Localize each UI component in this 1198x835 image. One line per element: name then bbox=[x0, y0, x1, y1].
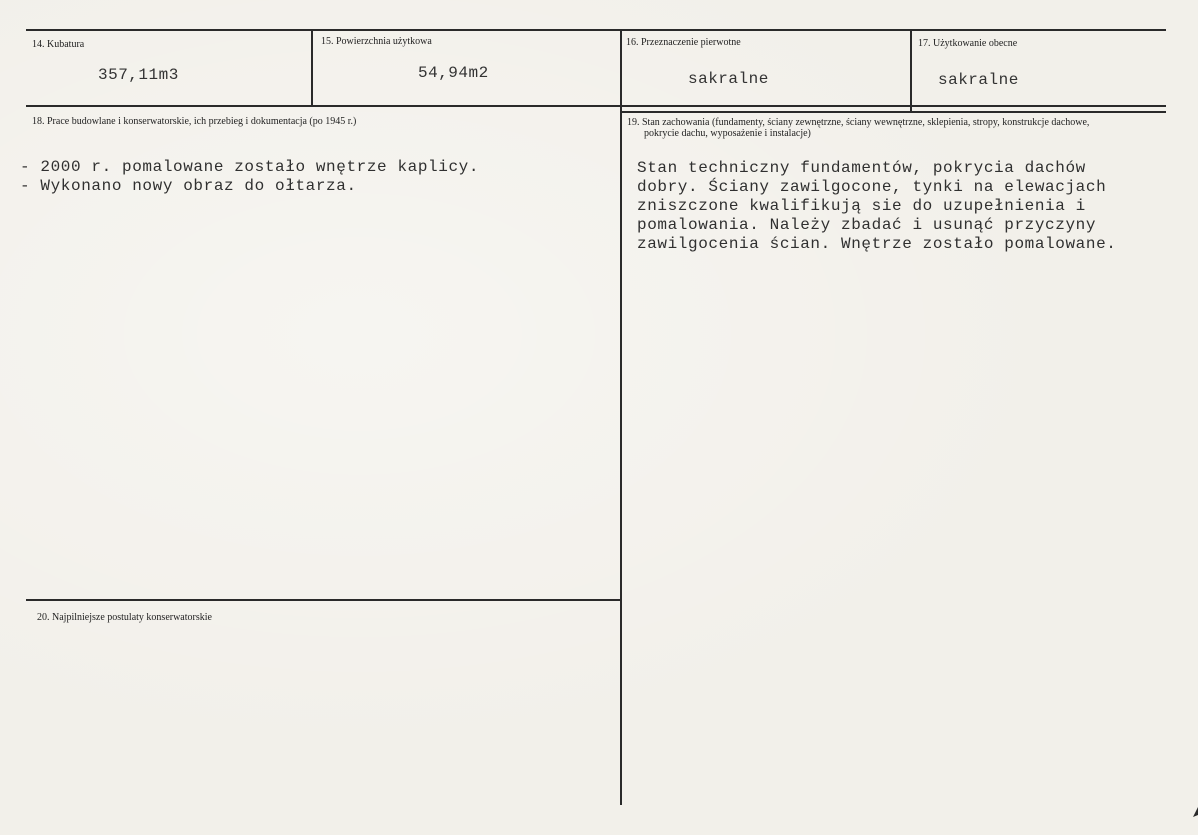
field-16-label: 16. Przeznaczenie pierwotne bbox=[626, 37, 741, 48]
field-19-label-line1: 19. Stan zachowania (fundamenty, ściany zewnętrzne, ściany wewnętrzne, sklepienia, stropy, konstrukcje dachowe, bbox=[627, 117, 1090, 128]
field-14-value: 357,11m3 bbox=[98, 66, 179, 84]
row1-bottom-border bbox=[26, 105, 1166, 107]
field-18-line: - 2000 r. pomalowane zostało wnętrze kaplicy. bbox=[20, 158, 480, 176]
field-19-line: zniszczone kwalifikują sie do uzupełnienia i bbox=[637, 197, 1086, 215]
field-15-label: 15. Powierzchnia użytkowa bbox=[321, 36, 432, 47]
field-19-text bbox=[637, 159, 1116, 254]
divider-15-16 bbox=[620, 29, 622, 805]
divider-16-17 bbox=[910, 29, 912, 111]
divider-14-15 bbox=[311, 29, 313, 107]
row1-bottom-border-right bbox=[620, 111, 1166, 113]
top-border bbox=[26, 29, 1166, 31]
field-17-label: 17. Użytkowanie obecne bbox=[918, 38, 1018, 49]
section-20-top-border bbox=[26, 599, 622, 601]
field-18-label: 18. Prace budowlane i konserwatorskie, ich przebieg i dokumentacja (po 1945 r.) bbox=[32, 116, 357, 127]
field-20-label: 20. Najpilniejsze postulaty konserwatorskie bbox=[37, 612, 212, 623]
field-18-text bbox=[20, 158, 479, 196]
field-19-line: Stan techniczny fundamentów, pokrycia dachów bbox=[637, 159, 1086, 177]
corner-mark-icon bbox=[1192, 807, 1198, 821]
field-18-line: - Wykonano nowy obraz do ołtarza. bbox=[20, 177, 357, 195]
field-17-value: sakralne bbox=[938, 71, 1019, 89]
field-19-line: dobry. Ściany zawilgocone, tynki na elewacjach bbox=[637, 178, 1107, 196]
field-15-value: 54,94m2 bbox=[418, 64, 489, 82]
field-19-line: pomalowania. Należy zbadać i usunąć przyczyny bbox=[637, 216, 1097, 234]
field-16-value: sakralne bbox=[688, 70, 769, 88]
field-19-line: zawilgocenia ścian. Wnętrze zostało pomalowane. bbox=[637, 235, 1117, 253]
field-14-label: 14. Kubatura bbox=[32, 39, 85, 50]
field-19-label-line2: pokrycie dachu, wyposażenie i instalacje) bbox=[644, 128, 811, 139]
